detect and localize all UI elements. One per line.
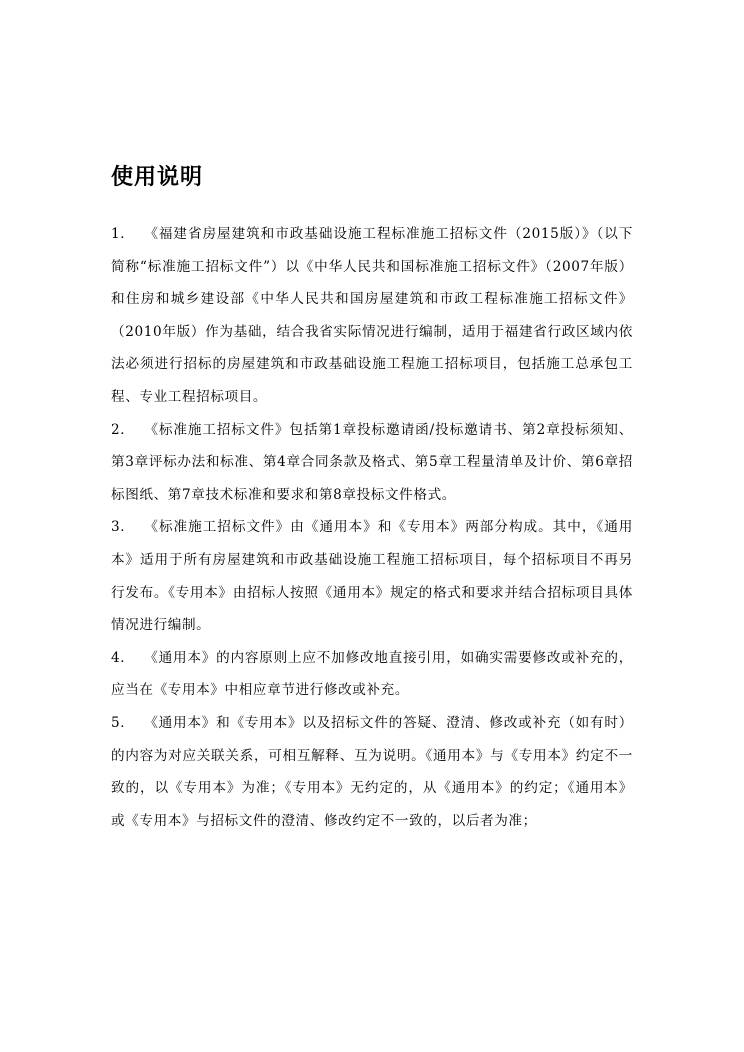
paragraph-number: 1． — [111, 226, 135, 242]
paragraph-text: 《标准施工招标文件》由《通用本》和《专用本》两部分构成。其中，《通用本》适用于所有房屋建筑和市政基础设施工程施工招标项目，每个招标项目不再另行发布。《专用本》由招标人按照《通用本》规定的格式和要求并结合招标项目具体情况进行编制。 — [111, 519, 633, 634]
paragraph-4 — [111, 642, 633, 707]
paragraph-number: 4． — [111, 649, 135, 666]
paragraph-number: 3． — [111, 519, 135, 536]
page-title: 使用说明 — [111, 165, 204, 190]
paragraph-number: 2． — [111, 421, 135, 438]
paragraph-text: 《通用本》和《专用本》以及招标文件的答疑、澄清、修改或补充（如有时）的内容为对应关联关系，可相互解释、互为说明。《通用本》与《专用本》约定不一致的，以《专用本》为准；《专用本》无约定的，从《通用本》的约定；《通用本》或《专用本》与招标文件的澄清、修改约定不一致的，以后者为准； — [111, 714, 633, 829]
paragraph-text: 《标准施工招标文件》包括第1章投标邀请函/投标邀请书、第2章投标须知、第3章评标办法和标准、第4章合同条款及格式、第5章工程量清单及计价、第6章招标图纸、第7章技术标准和要求和第8章投标文件格式。 — [111, 421, 633, 503]
paragraph-text: 《通用本》的内容原则上应不加修改地直接引用，如确实需要修改或补充的，应当在《专用本》中相应章节进行修改或补充。 — [111, 649, 633, 699]
paragraph-text: 《福建省房屋建筑和市政基础设施工程标准施工招标文件（2015版）》（以下简称“标准施工招标文件”）以《中华人民共和国标准施工招标文件》（2007年版）和住房和城乡建设部《中华人民共和国房屋建筑和市政工程标准施工招标文件》（2010年版）作为基础，结合我省实际情况进行编制，适用于福建省行政区域内依法必须进行招标的房屋建筑和市政基础设施工程施工招标项目，包括施工总承包工程、专业工程招标项目。 — [111, 226, 633, 405]
paragraph-1 — [111, 218, 633, 414]
document-body — [111, 218, 633, 837]
paragraph-number: 5． — [111, 714, 135, 731]
paragraph-5 — [111, 707, 633, 837]
paragraph-3 — [111, 511, 633, 641]
paragraph-2 — [111, 414, 633, 512]
